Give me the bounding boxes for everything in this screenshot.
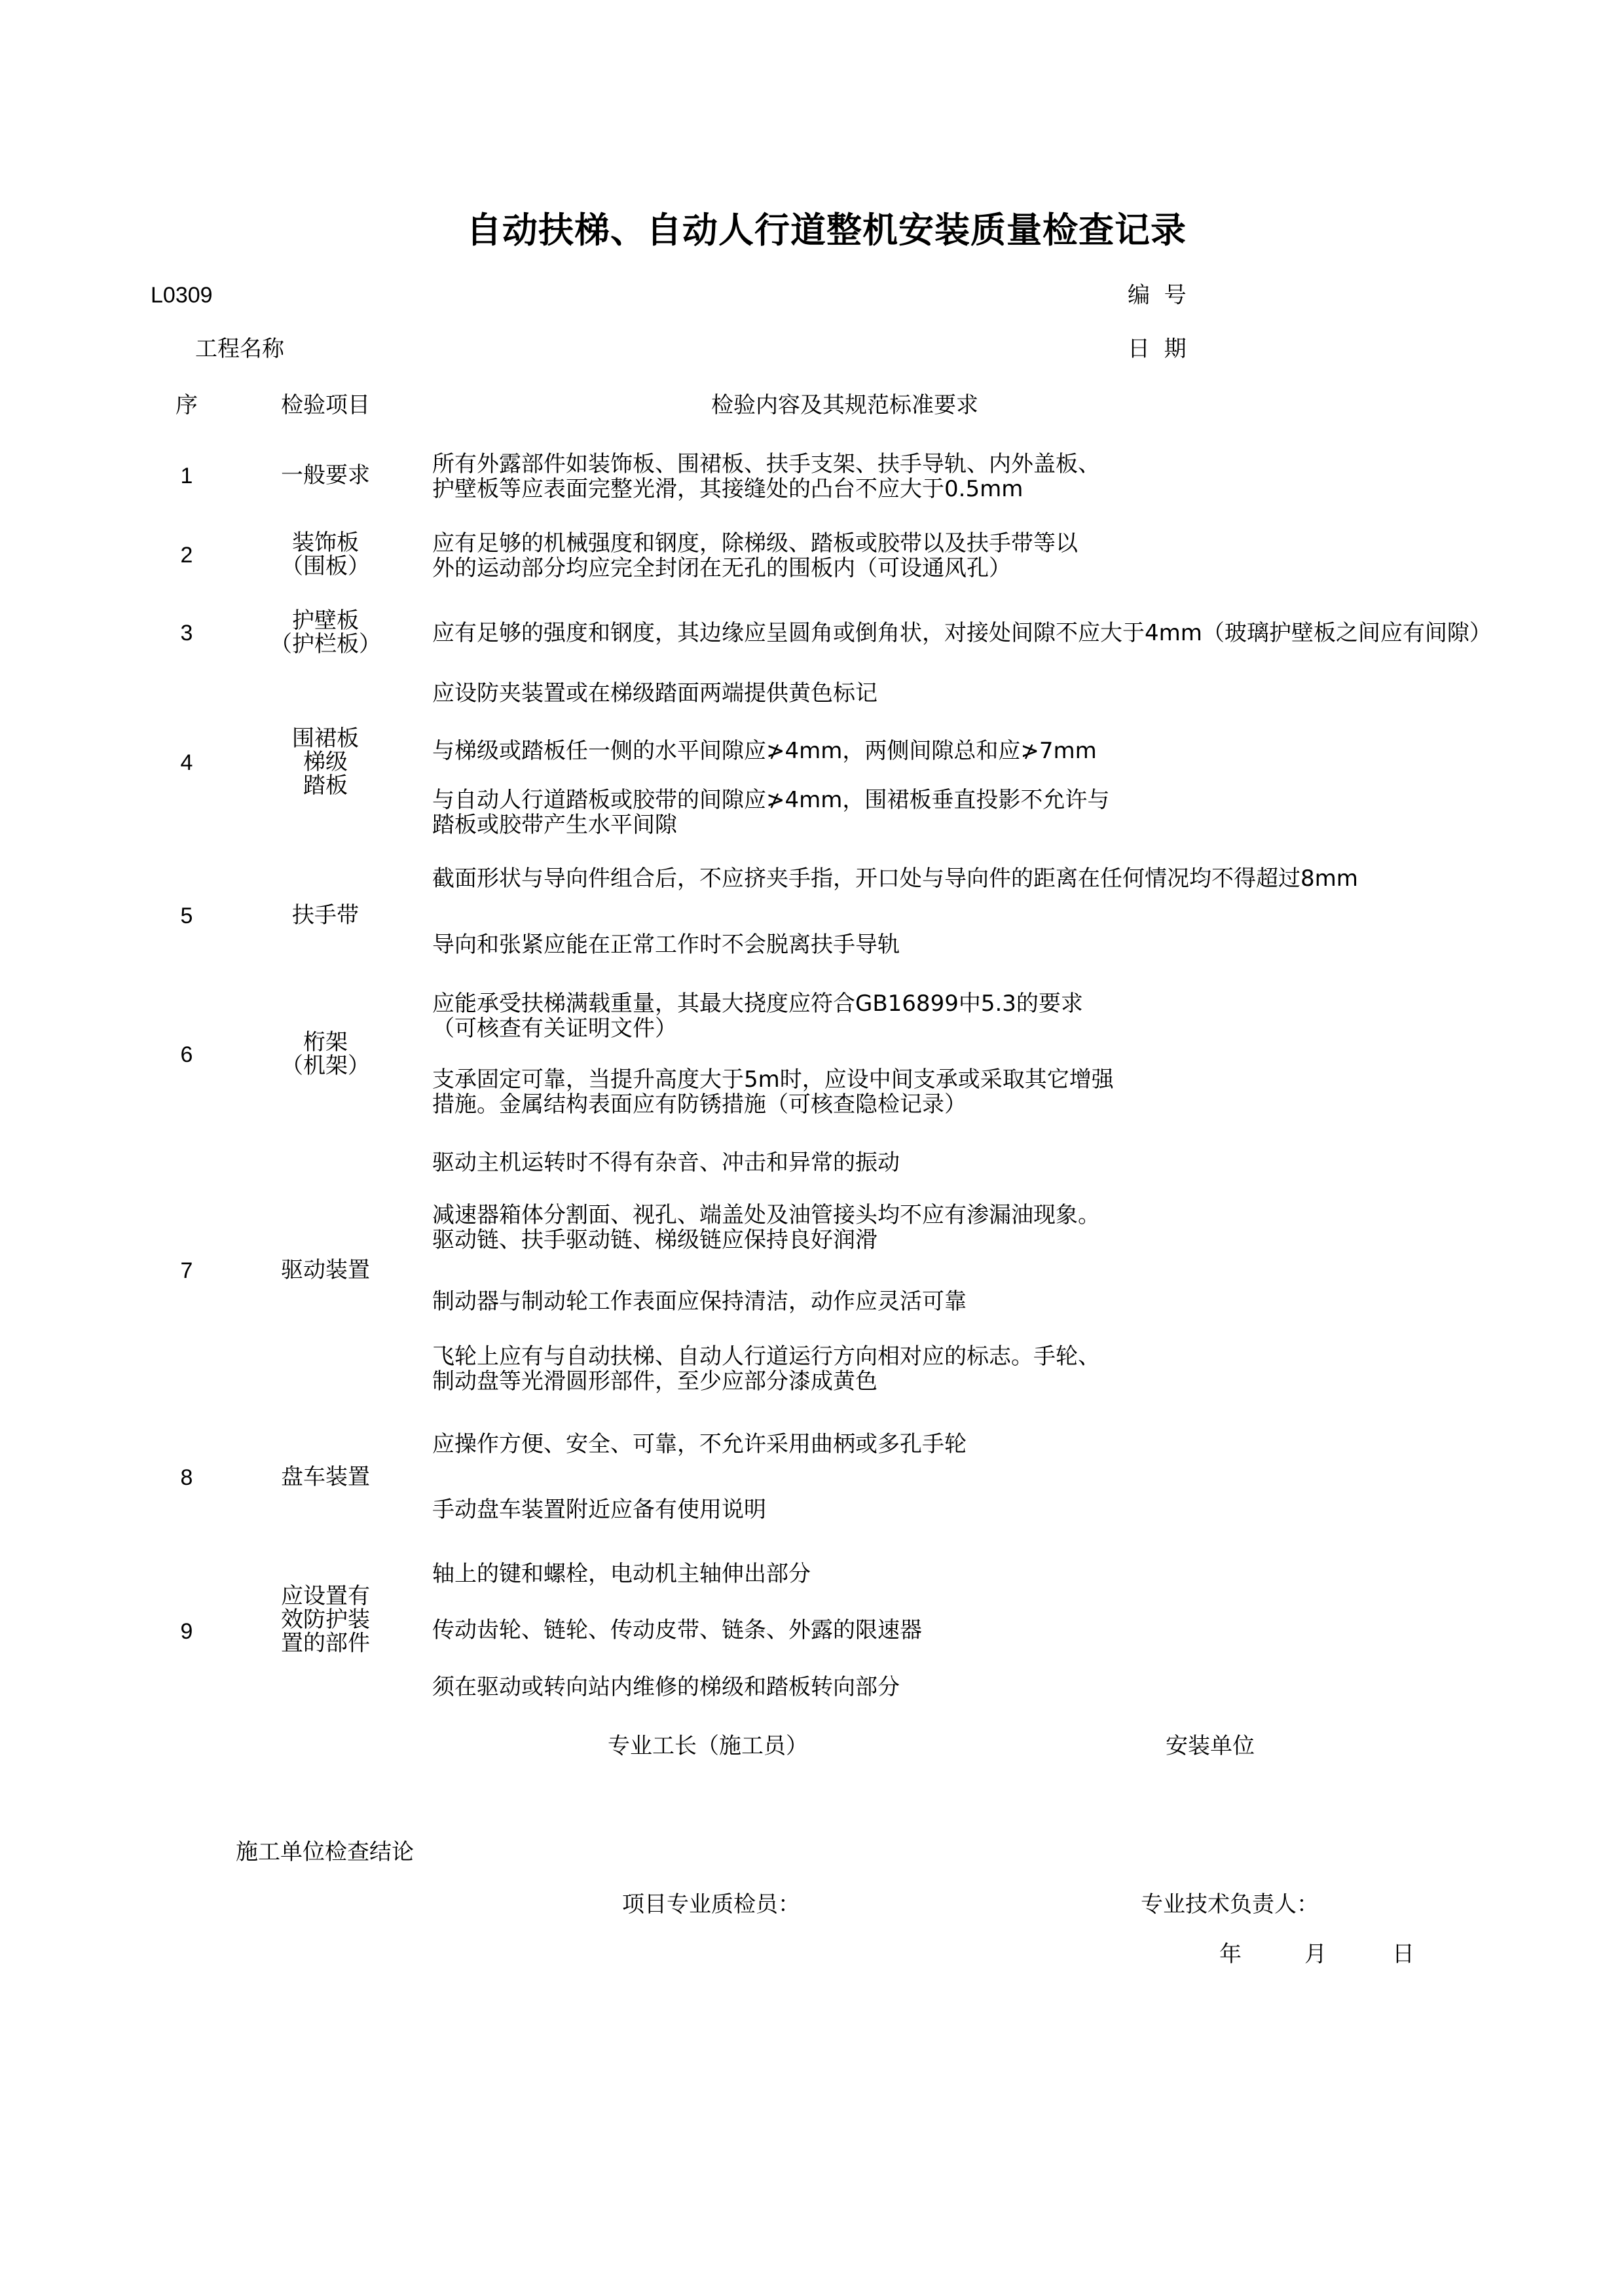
row-seq: 3 (180, 621, 193, 646)
row-item: 围裙板 梯级 踏板 (292, 725, 359, 799)
row-seq: 8 (180, 1465, 193, 1490)
row-item: 桁架 （机架） (281, 1029, 370, 1079)
row-item: 应设置有 效防护装 置的部件 (281, 1583, 370, 1656)
row-item: 扶手带 (292, 902, 359, 928)
row-seq: 7 (180, 1258, 193, 1283)
project-name-label: 工程名称 (195, 336, 284, 362)
date-label: 日 期 (1128, 336, 1187, 362)
day-label: 日 (1392, 1941, 1414, 1967)
row-content: 所有外露部件如装饰板、围裙板、扶手支架、扶手导轨、内外盖板、 护壁板等应表面完整光滑，其接缝处的凸台不应大于0.5mm (432, 451, 1100, 502)
quality-inspector-label: 项目专业质检员： (622, 1891, 800, 1918)
year-label: 年 (1219, 1941, 1242, 1967)
row-item: 盘车装置 (281, 1464, 370, 1490)
row-content: 应有足够的强度和钢度，其边缘应呈圆角或倒角状，对接处间隙不应大于4mm（玻璃护壁板之间应有间隙） (432, 620, 1492, 646)
row-content: 减速器箱体分割面、视孔、端盖处及油管接头均不应有渗漏油现象。 驱动链、扶手驱动链、梯级链应保持良好润滑 (432, 1202, 1100, 1253)
row-content: 飞轮上应有与自动扶梯、自动人行道运行方向相对应的标志。手轮、 制动盘等光滑圆形部件，至少应部分漆成黄色 (432, 1343, 1100, 1394)
row-content: 轴上的键和螺栓，电动机主轴伸出部分 (432, 1561, 811, 1587)
row-content: 导向和张紧应能在正常工作时不会脱离扶手导轨 (432, 932, 900, 958)
serial-number-label: 编 号 (1128, 282, 1187, 308)
row-content: 支承固定可靠，当提升高度大于5m时，应设中间支承或采取其它增强 措施。金属结构表面应有防锈措施（可核查隐检记录） (432, 1066, 1114, 1118)
installer-label: 安装单位 (1166, 1733, 1255, 1759)
column-header-content: 检验内容及其规范标准要求 (711, 392, 978, 418)
row-content: 传动齿轮、链轮、传动皮带、链条、外露的限速器 (432, 1617, 922, 1643)
row-item: 护壁板 （护栏板） (270, 608, 381, 657)
row-content: 制动器与制动轮工作表面应保持清洁，动作应灵活可靠 (432, 1288, 967, 1315)
column-header-item: 检验项目 (281, 392, 370, 418)
row-content: 应能承受扶梯满载重量，其最大挠度应符合GB16899中5.3的要求 （可核查有关证明文件） (432, 991, 1083, 1042)
page-title: 自动扶梯、自动人行道整机安装质量检查记录 (466, 210, 1187, 251)
row-seq: 2 (180, 543, 193, 568)
row-seq: 9 (180, 1619, 193, 1644)
month-label: 月 (1304, 1941, 1327, 1967)
row-item: 一般要求 (281, 462, 370, 488)
row-content: 应设防夹装置或在梯级踏面两端提供黄色标记 (432, 680, 877, 706)
row-content: 手动盘车装置附近应备有使用说明 (432, 1497, 766, 1523)
row-content: 须在驱动或转向站内维修的梯级和踏板转向部分 (432, 1674, 900, 1700)
row-seq: 4 (180, 750, 193, 775)
row-content: 应有足够的机械强度和钢度，除梯级、踏板或胶带以及扶手带等以 外的运动部分均应完全封闭在无孔的围板内（可设通风孔） (432, 530, 1078, 581)
row-content: 截面形状与导向件组合后，不应挤夹手指，开口处与导向件的距离在任何情况均不得超过8mm (432, 866, 1358, 892)
technical-lead-label: 专业技术负责人： (1141, 1891, 1319, 1918)
row-content: 与梯级或踏板任一侧的水平间隙应≯4mm，两侧间隙总和应≯7mm (432, 738, 1097, 764)
conclusion-label: 施工单位检查结论 (236, 1839, 414, 1865)
row-seq: 5 (180, 903, 193, 928)
row-seq: 1 (180, 464, 193, 488)
column-header-seq: 序 (175, 392, 198, 418)
row-seq: 6 (180, 1042, 193, 1067)
row-content: 与自动人行道踏板或胶带的间隙应≯4mm，围裙板垂直投影不允许与 踏板或胶带产生水平间隙 (432, 787, 1110, 838)
foreman-label: 专业工长（施工员） (608, 1733, 808, 1759)
row-item: 驱动装置 (281, 1257, 370, 1283)
row-content: 应操作方便、安全、可靠，不允许采用曲柄或多孔手轮 (432, 1431, 967, 1457)
form-code: L0309 (151, 283, 213, 308)
row-item: 装饰板 （围板） (281, 530, 370, 579)
row-content: 驱动主机运转时不得有杂音、冲击和异常的振动 (432, 1150, 900, 1176)
